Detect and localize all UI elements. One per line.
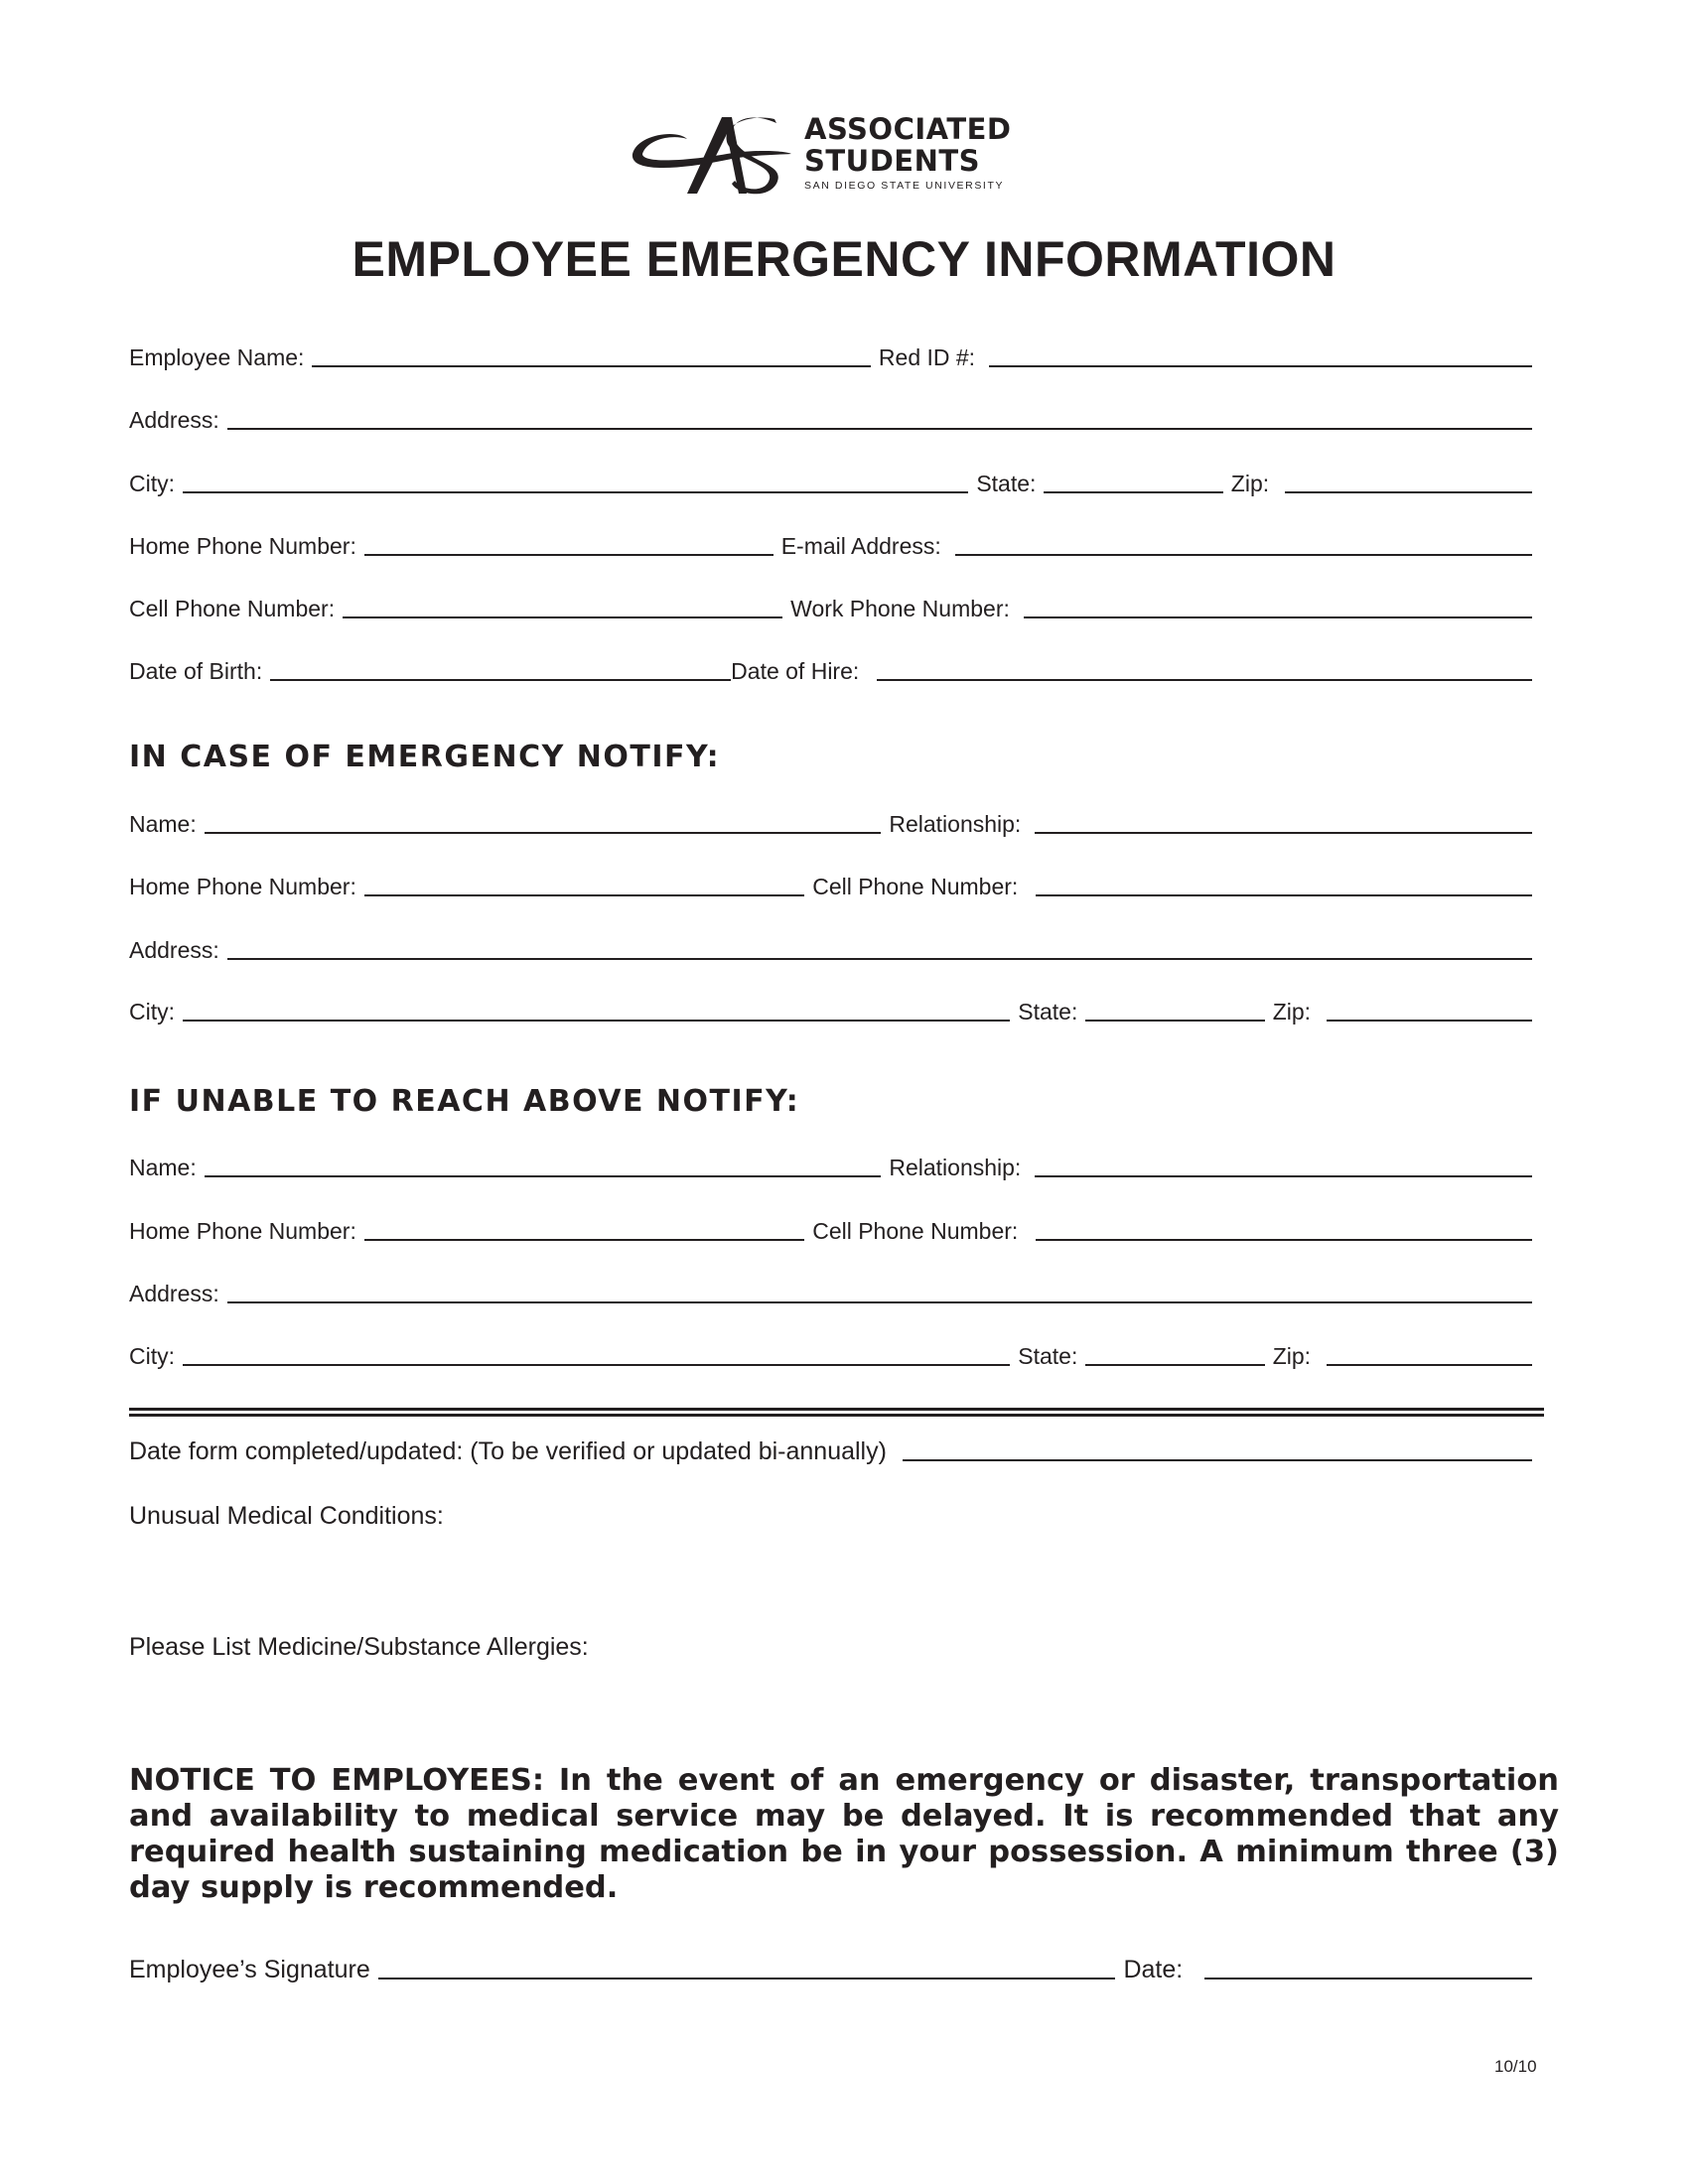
contact1-state-field[interactable] — [1085, 1020, 1264, 1022]
contact1-city-field[interactable] — [183, 1020, 1010, 1022]
employee-state-field[interactable] — [1044, 491, 1222, 493]
label: E-mail Address: — [780, 533, 941, 559]
contact2-row-name — [129, 1150, 1532, 1179]
signature-field[interactable] — [378, 1978, 1116, 1979]
label: Date: — [1123, 1956, 1184, 1983]
label: Zip: — [1272, 999, 1312, 1024]
form-version: 10/10 — [1494, 2057, 1537, 2076]
logo-line-associated: ASSOCIATED — [804, 112, 1012, 146]
label: Home Phone Number: — [129, 874, 356, 899]
employee-home-phone-field[interactable] — [364, 554, 774, 556]
label: State: — [1018, 1343, 1078, 1369]
employee-row-phone-email — [129, 528, 1532, 558]
employee-address-field[interactable] — [227, 428, 1532, 430]
section-heading-alternate: IF UNABLE TO REACH ABOVE NOTIFY: — [129, 1084, 800, 1119]
label: Address: — [129, 407, 219, 433]
contact2-address-field[interactable] — [227, 1301, 1532, 1303]
label: Name: — [129, 1155, 197, 1180]
label: Home Phone Number: — [129, 533, 356, 559]
label: Relationship: — [889, 811, 1022, 837]
label: City: — [129, 471, 175, 496]
label: Address: — [129, 937, 219, 963]
label: Home Phone Number: — [129, 1218, 356, 1244]
double-divider — [129, 1408, 1544, 1417]
label: Employee Name: — [129, 344, 305, 370]
as-monogram-icon — [628, 109, 801, 199]
contact2-row-city — [129, 1338, 1532, 1368]
employee-email-field[interactable] — [955, 554, 1532, 556]
label: Cell Phone Number: — [129, 596, 336, 621]
employee-cell-phone-field[interactable] — [343, 616, 782, 618]
contact1-relationship-field[interactable] — [1035, 832, 1532, 834]
label: City: — [129, 999, 175, 1024]
contact2-name-field[interactable] — [205, 1175, 882, 1177]
notice-to-employees: NOTICE TO EMPLOYEES: In the event of an emergency or disaster, transportation and availability to medical service may be delayed. It is recommended that any required health sustaining medication be in your possession. A minimum three (3) day supply is recommended. — [129, 1763, 1559, 1905]
contact1-row-city — [129, 994, 1532, 1024]
medical-conditions-label: Unusual Medical Conditions: — [129, 1502, 444, 1530]
employee-row-dates — [129, 653, 1532, 683]
contact2-cell-phone-field[interactable] — [1036, 1239, 1532, 1241]
contact1-zip-field[interactable] — [1327, 1020, 1532, 1022]
label: Zip: — [1230, 471, 1270, 496]
employee-city-field[interactable] — [183, 491, 968, 493]
page-title: EMPLOYEE EMERGENCY INFORMATION — [352, 231, 1336, 287]
contact1-home-phone-field[interactable] — [364, 894, 804, 896]
contact2-city-field[interactable] — [183, 1364, 1010, 1366]
contact1-row-address — [129, 932, 1532, 962]
red-id-field[interactable] — [989, 365, 1532, 367]
signature-date-field[interactable] — [1204, 1978, 1532, 1979]
label: Cell Phone Number: — [812, 874, 1019, 899]
contact2-home-phone-field[interactable] — [364, 1239, 804, 1241]
contact2-zip-field[interactable] — [1327, 1364, 1532, 1366]
section-heading-emergency: IN CASE OF EMERGENCY NOTIFY: — [129, 740, 721, 774]
employee-row-city — [129, 466, 1532, 495]
employee-zip-field[interactable] — [1285, 491, 1532, 493]
employee-row-cell-work — [129, 591, 1532, 620]
label: Date of Hire: — [731, 658, 860, 684]
label: Date of Birth: — [129, 658, 263, 684]
contact2-row-address — [129, 1276, 1532, 1305]
label: State: — [1018, 999, 1078, 1024]
date-of-hire-field[interactable] — [877, 679, 1532, 681]
contact2-relationship-field[interactable] — [1035, 1175, 1532, 1177]
date-completed-field[interactable] — [903, 1459, 1532, 1461]
label: Work Phone Number: — [790, 596, 1010, 621]
label: Date form completed/updated: (To be verified or updated bi-annually) — [129, 1437, 887, 1465]
label: Address: — [129, 1281, 219, 1306]
label: Employee’s Signature — [129, 1956, 370, 1983]
contact2-state-field[interactable] — [1085, 1364, 1264, 1366]
employee-row-name — [129, 340, 1532, 369]
contact1-row-name — [129, 806, 1532, 836]
associated-students-logo — [628, 109, 1012, 199]
label: Cell Phone Number: — [812, 1218, 1019, 1244]
contact1-address-field[interactable] — [227, 958, 1532, 960]
employee-row-address — [129, 402, 1532, 432]
logo-line-university: SAN DIEGO STATE UNIVERSITY — [804, 180, 1005, 192]
label: Red ID #: — [878, 344, 976, 370]
contact1-row-phones — [129, 869, 1532, 898]
date-of-birth-field[interactable] — [270, 679, 731, 681]
logo-line-students: STUDENTS — [804, 144, 981, 178]
date-completed-row — [129, 1433, 1532, 1463]
allergies-label: Please List Medicine/Substance Allergies: — [129, 1633, 589, 1661]
employee-name-field[interactable] — [312, 365, 871, 367]
label: State: — [976, 471, 1037, 496]
employee-work-phone-field[interactable] — [1024, 616, 1532, 618]
contact1-cell-phone-field[interactable] — [1036, 894, 1532, 896]
label: Name: — [129, 811, 197, 837]
label: Zip: — [1272, 1343, 1312, 1369]
contact1-name-field[interactable] — [205, 832, 882, 834]
contact2-row-phones — [129, 1213, 1532, 1243]
label: City: — [129, 1343, 175, 1369]
label: Relationship: — [889, 1155, 1022, 1180]
signature-row — [129, 1952, 1532, 1981]
